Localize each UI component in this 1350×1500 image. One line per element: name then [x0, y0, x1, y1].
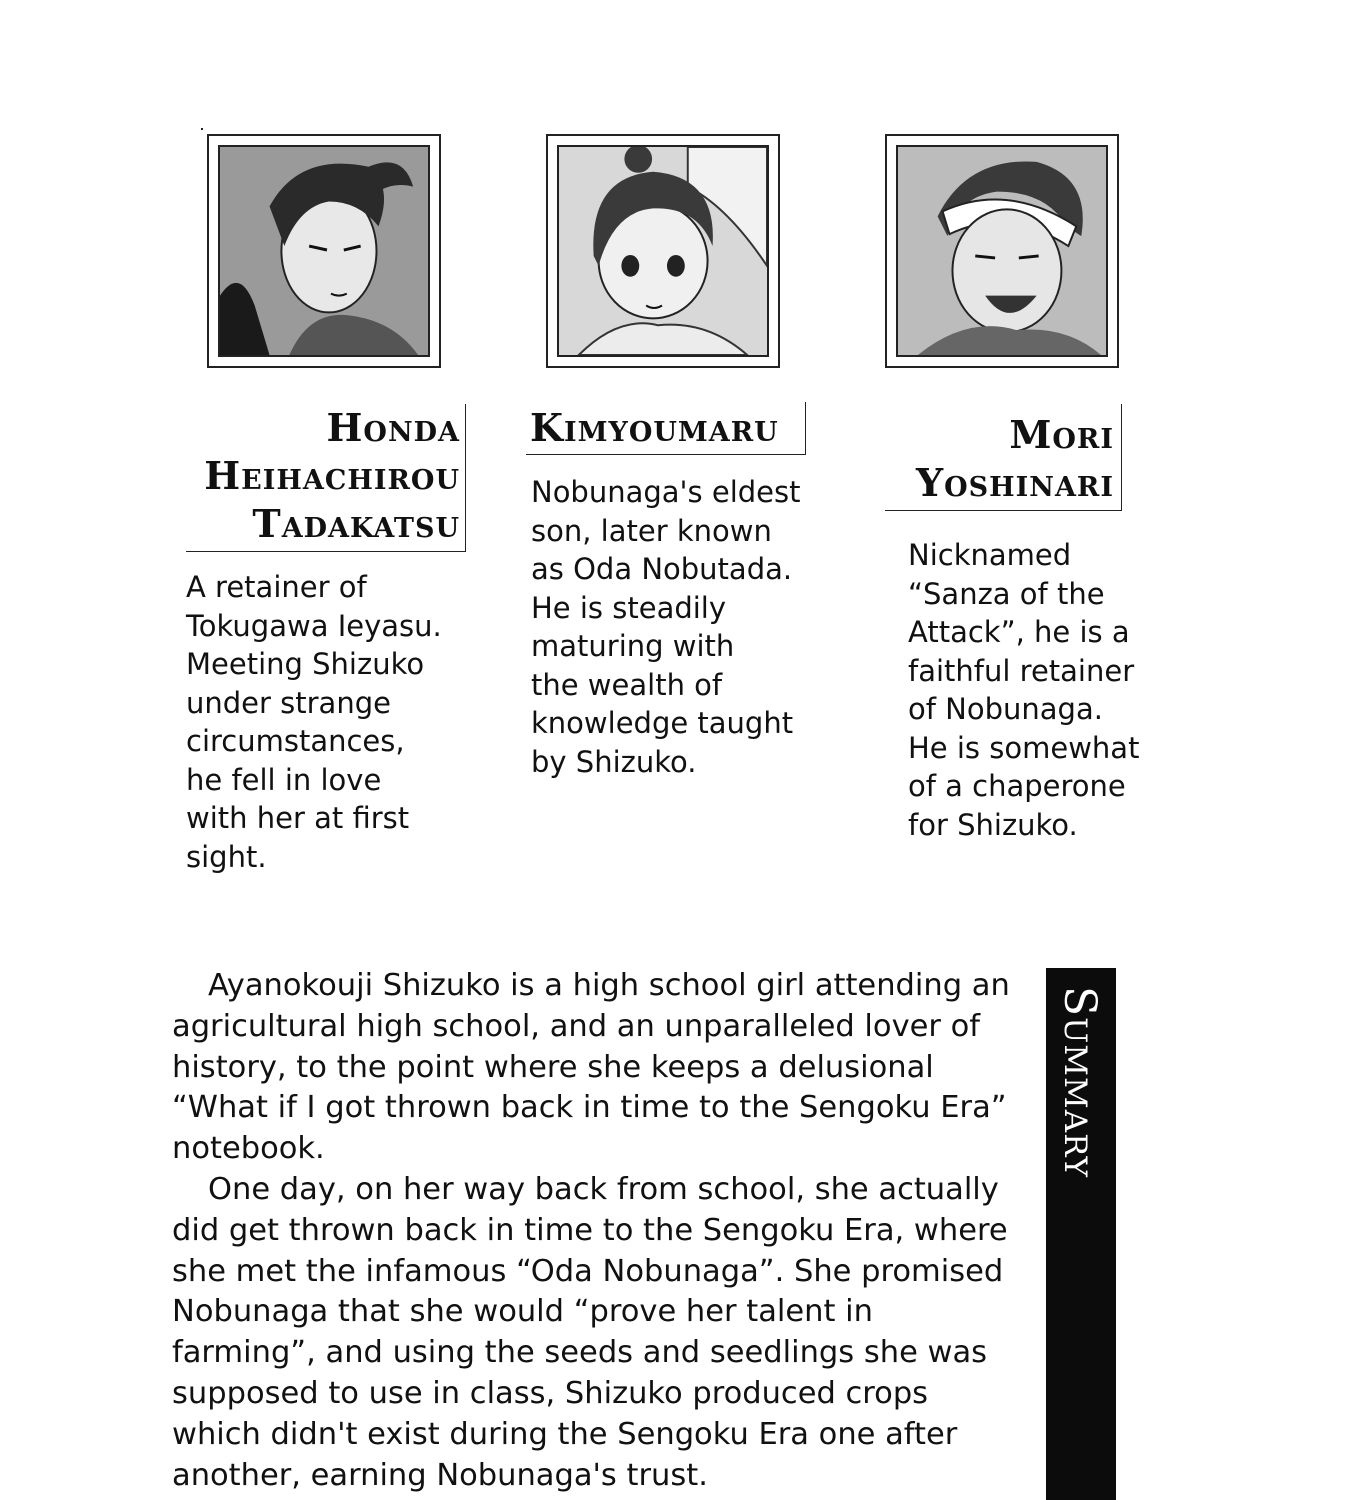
- bio-honda: A retainer of Tokugawa Ieyasu. Meeting Shizuko under strange circumstances, he fell in love with her at first sight.: [186, 570, 442, 874]
- name-honda-line-1: Honda: [326, 405, 460, 450]
- honda-name-rule-vertical: [465, 404, 466, 552]
- honda-illustration: [220, 147, 428, 355]
- mori-illustration: [898, 147, 1106, 355]
- name-kimyoumaru: [530, 404, 779, 452]
- portrait-kimyoumaru: [546, 134, 780, 368]
- name-honda-line-3: Tadakatsu: [252, 501, 460, 546]
- bio-mori: Nicknamed “Sanza of the Attack”, he is a faithful retainer of Nobunaga. He is somewhat of a chaperone for Shizuko.: [908, 538, 1140, 842]
- portrait-mori: [885, 134, 1119, 368]
- kimyoumaru-name-rule-vertical: [805, 402, 806, 454]
- summary-label-bar: [1046, 968, 1116, 1500]
- kimyoumaru-illustration: [559, 147, 767, 355]
- summary-paragraph-2: One day, on her way back from school, she actually did get thrown back in time to the Sengoku Era, where she met the infamous “Oda Nobunaga”. She promised Nobunaga that she would “prove her talent in farming”, and using the seeds and seedlings she was supposed to use in class, Shizuko produced crops which didn't exist during the Sengoku Era one after another, earning Nobunaga's trust.: [172, 1171, 1008, 1493]
- bio-kimyoumaru: Nobunaga's eldest son, later known as Oda Nobutada. He is steadily maturing with the wealth of knowledge taught by Shizuko.: [531, 475, 801, 779]
- name-mori-line-1: Mori: [1009, 412, 1114, 457]
- summary-text: [172, 966, 1012, 1496]
- name-honda-line-2: Heihachirou: [204, 453, 460, 498]
- summary-paragraph-1: Ayanokouji Shizuko is a high school girl attending an agricultural high school, and an unparalleled lover of history, to the point where she keeps a delusional “What if I got thrown back in time to the Sengoku Era” notebook.: [172, 968, 1010, 1167]
- name-mori-line-2: Yoshinari: [916, 460, 1114, 505]
- honda-name-rule-horizontal: [186, 551, 466, 552]
- kimyoumaru-name-rule-horizontal: [526, 454, 806, 455]
- mori-name-rule-horizontal: [885, 510, 1122, 511]
- summary-label: Summary: [1054, 986, 1105, 1178]
- name-mori: [916, 411, 1114, 507]
- name-honda: [204, 404, 460, 548]
- mori-name-rule-vertical: [1121, 404, 1122, 511]
- portrait-honda: [207, 134, 441, 368]
- name-kimyoumaru-line-1: Kimyoumaru: [530, 405, 779, 450]
